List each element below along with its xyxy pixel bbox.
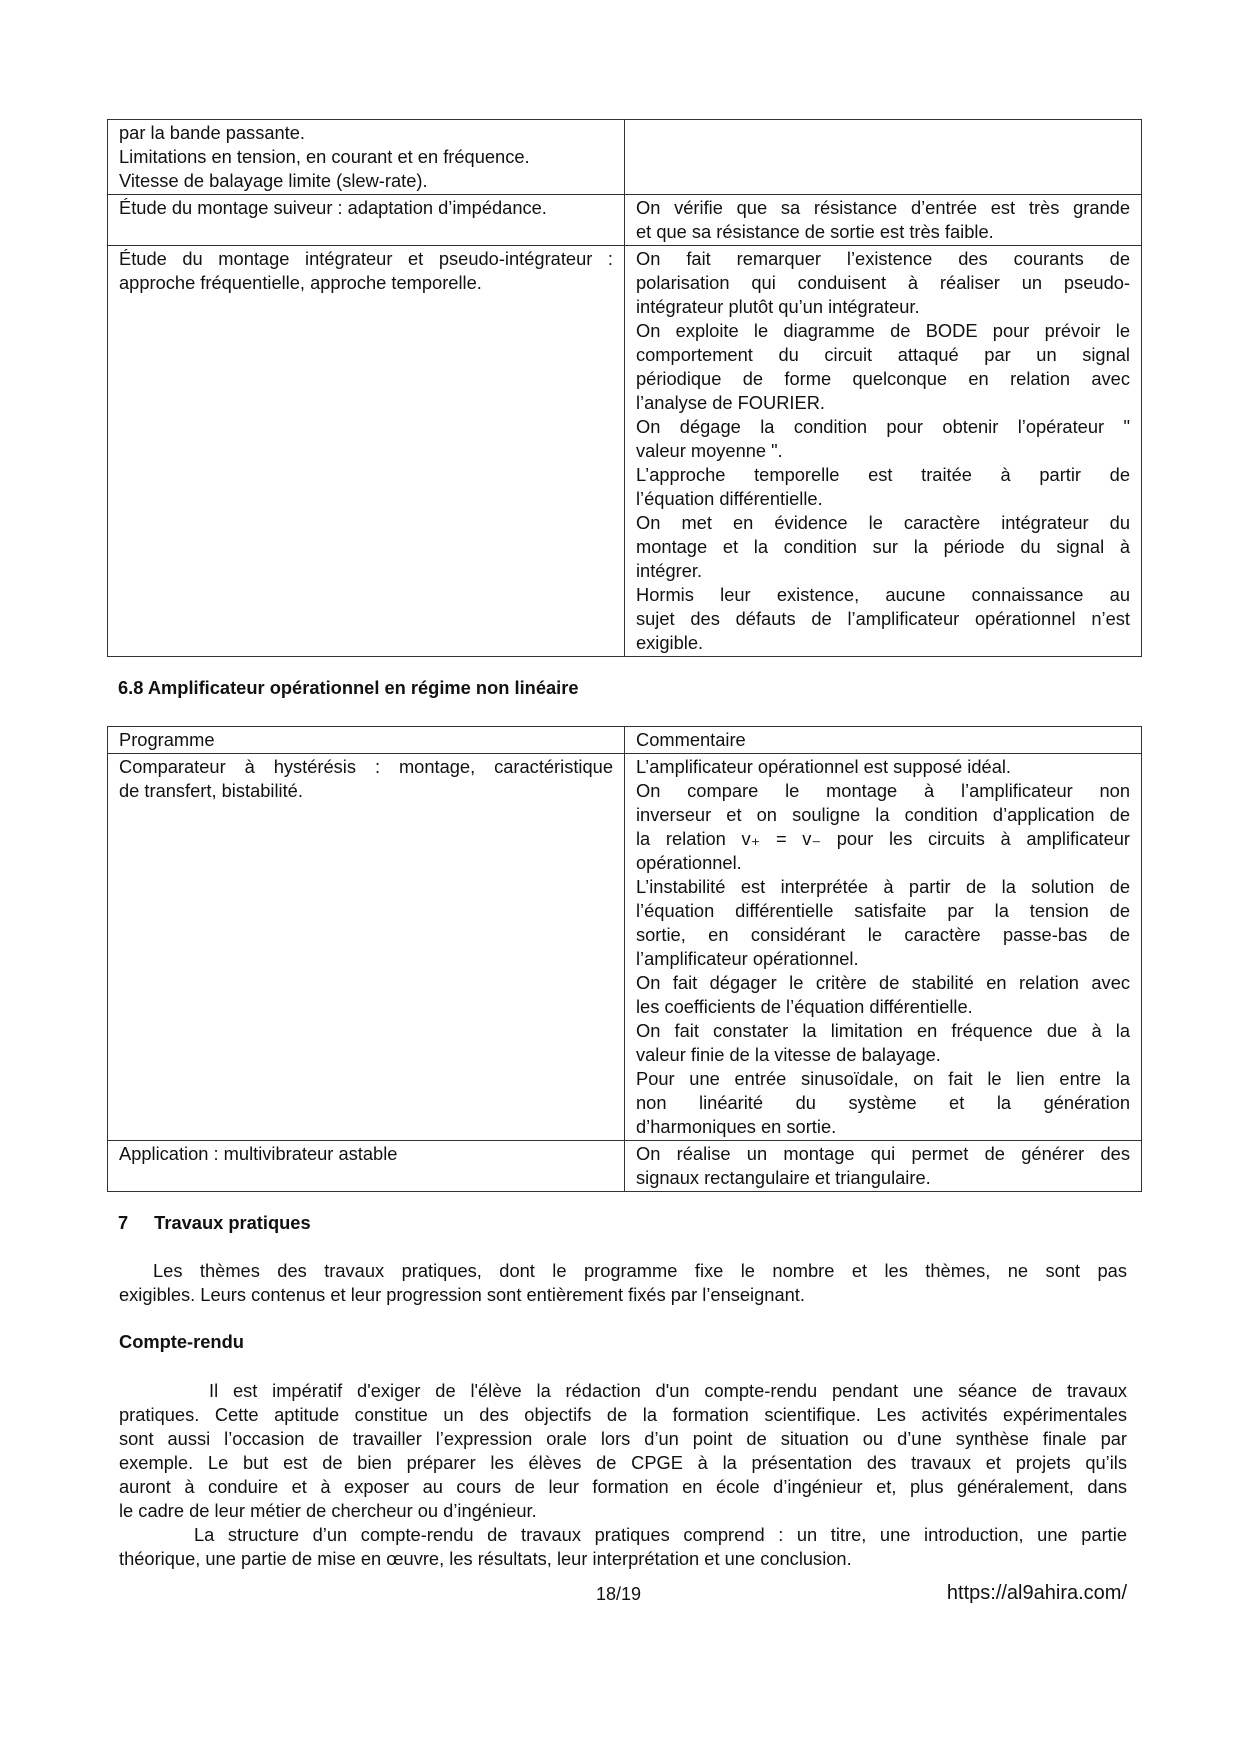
comment-cell xyxy=(625,120,1142,195)
text-line: Limitations en tension, en courant et en fréquence. xyxy=(119,146,530,167)
text-line: On fait remarquer l’existence des courants de xyxy=(636,248,1130,269)
page-number: 18/19 xyxy=(596,1584,642,1604)
table-row xyxy=(108,1141,1142,1192)
section-title: Travaux pratiques xyxy=(154,1212,311,1233)
text-line: pratiques. Cette aptitude constitue un des objectifs de la formation scientifique. Les activités expérimentales xyxy=(119,1404,1127,1425)
table-header-row xyxy=(108,727,1142,754)
text-line: auront à conduire et à exposer au cours de leur formation en école d’ingénieur et, plus généralement, dans xyxy=(119,1476,1127,1497)
text-line: On vérifie que sa résistance d’entrée est très grande xyxy=(636,197,1130,218)
program-cell xyxy=(108,120,625,195)
comment-cell xyxy=(625,754,1142,1141)
text-line: sujet des défauts de l’amplificateur opérationnel n’est xyxy=(636,608,1130,629)
text-line: On réalise un montage qui permet de générer des xyxy=(636,1143,1130,1164)
table-row xyxy=(108,754,1142,1141)
text-line: Étude du montage suiveur : adaptation d’impédance. xyxy=(119,197,547,218)
text-line: et que sa résistance de sortie est très faible. xyxy=(636,221,994,242)
program-cell xyxy=(108,1141,625,1192)
program-cell xyxy=(108,754,625,1141)
comment-cell xyxy=(625,246,1142,657)
comment-cell xyxy=(625,1141,1142,1192)
text-line: approche fréquentielle, approche temporelle. xyxy=(119,272,482,293)
text-line: Étude du montage intégrateur et pseudo-intégrateur : xyxy=(119,248,613,269)
text-line: exemple. Le but est de bien préparer les élèves de CPGE à la présentation des travaux et projets qu’ils xyxy=(119,1452,1127,1473)
text-line: exigible. xyxy=(636,632,704,653)
text-line: L’amplificateur opérationnel est supposé idéal. xyxy=(636,756,1012,777)
text-line: Il est impératif d'exiger de l'élève la rédaction d'un compte-rendu pendant une séance de travaux xyxy=(209,1380,1127,1401)
header-commentaire xyxy=(625,727,1142,754)
footer-url-link[interactable]: https://al9ahira.com/ xyxy=(946,1582,1127,1604)
text-line: On met en évidence le caractère intégrateur du xyxy=(636,512,1130,533)
text-line: comportement du circuit attaqué par un signal xyxy=(636,344,1130,365)
text-line: périodique de forme quelconque en relation avec xyxy=(636,368,1130,389)
text-line: L’approche temporelle est traitée à partir de xyxy=(636,464,1130,485)
comment-cell xyxy=(625,195,1142,246)
table-row xyxy=(108,195,1142,246)
text-line: théorique, une partie de mise en œuvre, les résultats, leur interprétation et une conclusion. xyxy=(119,1548,852,1569)
text-line: l’équation différentielle. xyxy=(636,488,823,509)
program-table-continued xyxy=(107,119,1142,657)
text-line: On compare le montage à l’amplificateur non xyxy=(636,780,1130,801)
text-line: de transfert, bistabilité. xyxy=(119,780,303,801)
text-line: signaux rectangulaire et triangulaire. xyxy=(636,1167,931,1188)
text-line: La structure d’un compte-rendu de travaux pratiques comprend : un titre, une introduction, une partie xyxy=(194,1524,1127,1545)
subheading-compte-rendu: Compte-rendu xyxy=(119,1331,244,1352)
text-line: On fait constater la limitation en fréquence due à la xyxy=(636,1020,1130,1041)
text-line: la relation v₊ = v₋ pour les circuits à amplificateur xyxy=(636,828,1130,849)
text-line: d’harmoniques en sortie. xyxy=(636,1116,837,1137)
header-commentaire-label: Commentaire xyxy=(636,729,746,750)
text-line: exigibles. Leurs contenus et leur progression sont entièrement fixés par l’enseignant. xyxy=(119,1284,805,1305)
header-programme-label: Programme xyxy=(119,729,215,750)
text-line: intégrateur plutôt qu’un intégrateur. xyxy=(636,296,920,317)
compte-rendu-paragraph-1 xyxy=(119,1379,1127,1523)
program-cell xyxy=(108,246,625,657)
text-line: par la bande passante. xyxy=(119,122,305,143)
text-line: le cadre de leur métier de chercheur ou d’ingénieur. xyxy=(119,1500,537,1521)
text-line: l’amplificateur opérationnel. xyxy=(636,948,859,969)
section-number: 7 xyxy=(118,1212,129,1233)
text-line: sont aussi l’occasion de travailler l’expression orale lors d’un point de situation ou d’une synthèse finale par xyxy=(119,1428,1127,1449)
text-line: Application : multivibrateur astable xyxy=(119,1143,398,1164)
text-line: sortie, en considérant le caractère passe-bas de xyxy=(636,924,1130,945)
text-line: Comparateur à hystérésis : montage, caractéristique xyxy=(119,756,613,777)
text-line: les coefficients de l’équation différentielle. xyxy=(636,996,973,1017)
header-programme xyxy=(108,727,625,754)
text-line: valeur finie de la vitesse de balayage. xyxy=(636,1044,941,1065)
text-line: Les thèmes des travaux pratiques, dont le programme fixe le nombre et les thèmes, ne sont pas xyxy=(153,1260,1127,1281)
table-row xyxy=(108,246,1142,657)
text-line: montage et la condition sur la période du signal à xyxy=(636,536,1130,557)
text-line: polarisation qui conduisent à réaliser un pseudo- xyxy=(636,272,1130,293)
text-line: opérationnel. xyxy=(636,852,742,873)
text-line: On fait dégager le critère de stabilité en relation avec xyxy=(636,972,1130,993)
section-7-intro xyxy=(119,1259,1127,1307)
text-line: Vitesse de balayage limite (slew-rate). xyxy=(119,170,428,191)
text-line: l’équation différentielle satisfaite par la tension de xyxy=(636,900,1130,921)
text-line: Hormis leur existence, aucune connaissance au xyxy=(636,584,1130,605)
text-line: inverseur et on souligne la condition d’application de xyxy=(636,804,1130,825)
text-line: Pour une entrée sinusoïdale, on fait le lien entre la xyxy=(636,1068,1130,1089)
text-line: non linéarité du système et la génération xyxy=(636,1092,1130,1113)
program-cell xyxy=(108,195,625,246)
text-line: valeur moyenne ". xyxy=(636,440,783,461)
text-line: On dégage la condition pour obtenir l’opérateur " xyxy=(636,416,1130,437)
table-row xyxy=(108,120,1142,195)
section-heading-7 xyxy=(118,1211,311,1235)
section-heading-6-8: 6.8 Amplificateur opérationnel en régime non linéaire xyxy=(118,677,579,698)
program-table-6-8 xyxy=(107,726,1142,1192)
text-line: L’instabilité est interprétée à partir de la solution de xyxy=(636,876,1130,897)
text-line: intégrer. xyxy=(636,560,703,581)
text-line: On exploite le diagramme de BODE pour prévoir le xyxy=(636,320,1130,341)
compte-rendu-paragraph-2 xyxy=(119,1523,1127,1571)
text-line: l’analyse de FOURIER. xyxy=(636,392,825,413)
